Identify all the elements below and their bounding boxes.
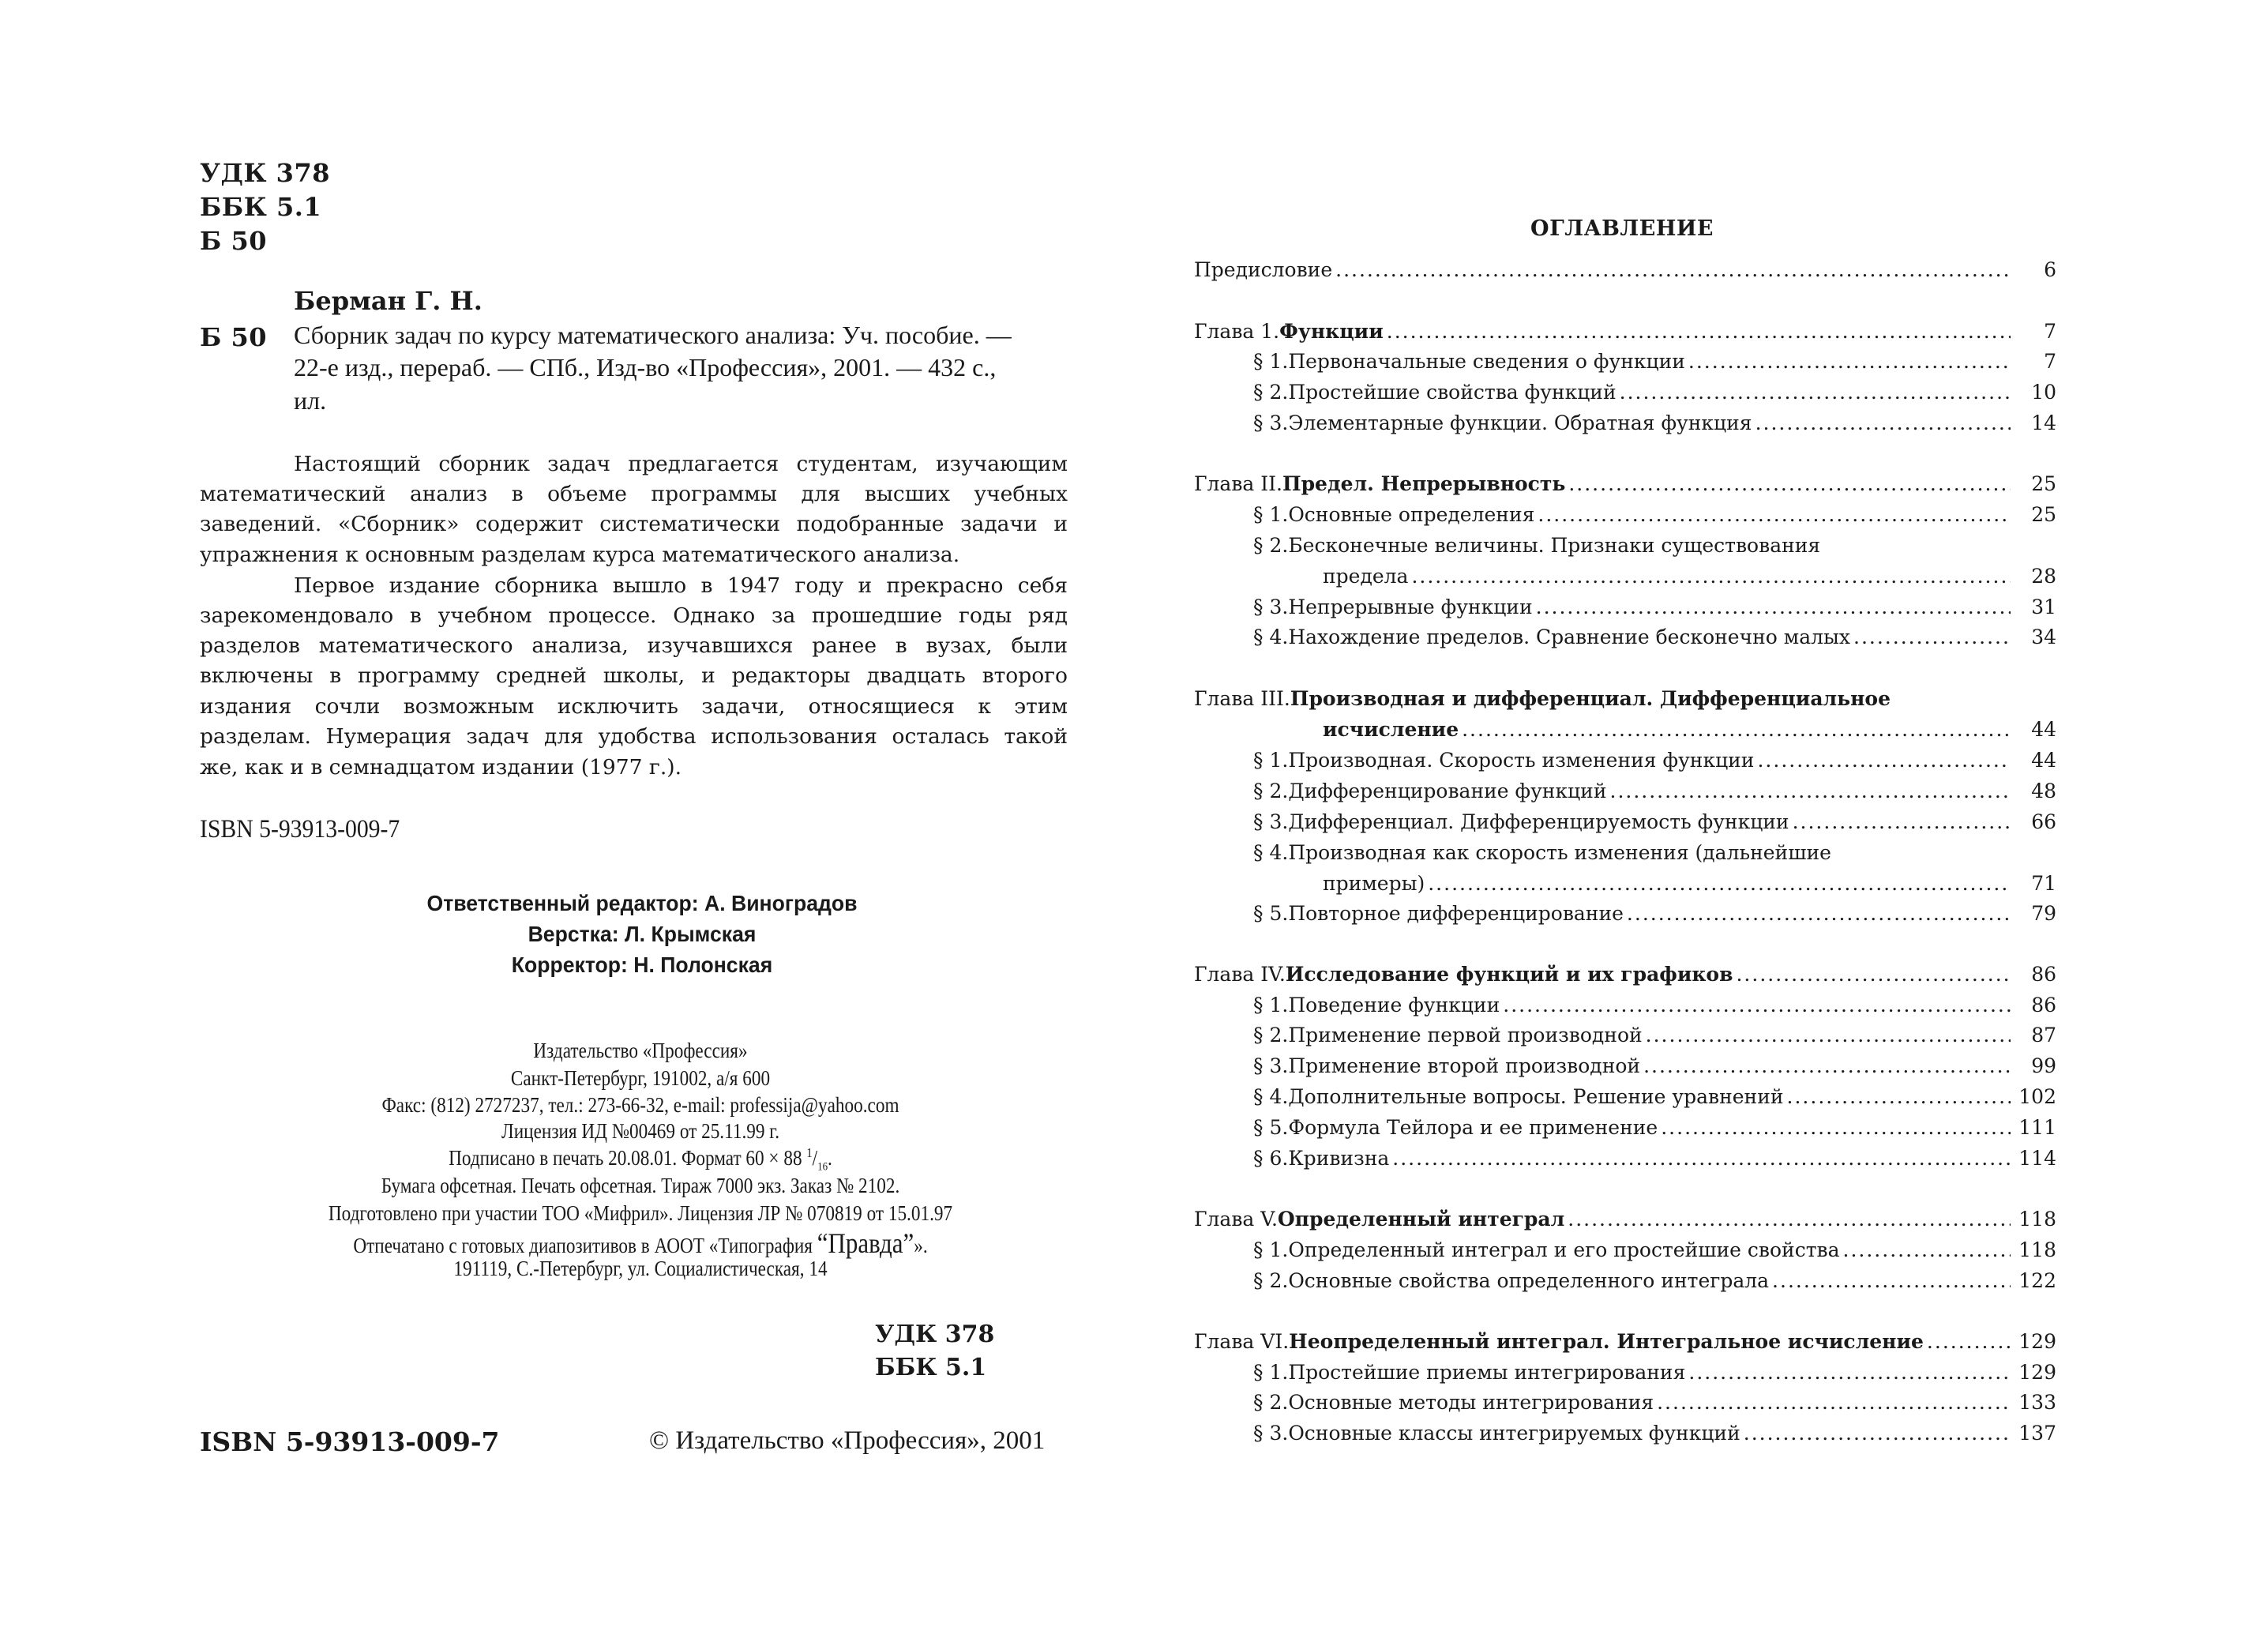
toc-entry-number: Глава VI. [1194, 1330, 1290, 1353]
toc-page-number: 48 [2031, 780, 2056, 802]
toc-preface-entry[interactable] [1194, 258, 2056, 288]
imprint-signed-text: Подписано в печать 20.08.01. Формат 60 × 88 [449, 1146, 807, 1170]
toc-section-entry[interactable] [1253, 381, 2056, 411]
toc-entry-title: Основные свойства определенного интеграла [1288, 1269, 1770, 1292]
dot-leader [1610, 780, 2011, 802]
credit-editor: Ответственный редактор: А. Виноградов [426, 891, 858, 915]
toc-section-entry[interactable] [1253, 1238, 2056, 1268]
toc-section-entry[interactable] [1253, 841, 2056, 871]
imprint-printer-address: 191119, С.-Петербург, ул. Социалистическая, 14 [453, 1257, 828, 1280]
bbk-code-bottom: ББК 5.1 [875, 1354, 987, 1381]
toc-chapter-entry[interactable] [1194, 1330, 2056, 1360]
dot-leader [1736, 963, 2011, 986]
toc-page-number: 25 [2031, 472, 2056, 495]
toc-entry-number: § 2. [1253, 780, 1289, 802]
contents-title: ОГЛАВЛЕНИЕ [1530, 216, 1714, 241]
toc-entry-title: Основные классы интегрируемых функций [1288, 1422, 1740, 1445]
toc-entry-title: Повторное дифференцирование [1288, 902, 1624, 925]
toc-entry-number: § 2. [1253, 381, 1289, 404]
toc-entry-number: § 1. [1253, 503, 1289, 526]
imprint-publisher: Издательство «Профессия» [533, 1039, 748, 1062]
toc-entry-title: Простейшие свойства функций [1288, 381, 1617, 404]
dot-leader [1620, 381, 2011, 404]
toc-page-number: 86 [2031, 994, 2056, 1016]
toc-section-entry[interactable] [1253, 780, 2056, 810]
toc-entry-number: § 3. [1253, 1054, 1289, 1077]
dot-leader [1744, 1422, 2011, 1445]
format-denominator: 16 [817, 1160, 828, 1174]
toc-entry-title: Первоначальные сведения о функции [1288, 350, 1685, 373]
imprint-paper: Бумага офсетная. Печать офсетная. Тираж 7000 экз. Заказ № 2102. [381, 1174, 900, 1197]
biblio-line-2: 22-е изд., перераб. — СПб., Изд-во «Профессия», 2001. — 432 с., [294, 353, 997, 381]
dot-leader [1843, 1238, 2011, 1261]
toc-entry-number: § 3. [1253, 810, 1289, 833]
toc-entry-title: Бесконечные величины. Признаки существования [1288, 534, 1821, 557]
toc-entry-title: примеры) [1323, 872, 1425, 895]
toc-entry-title: Дифференцирование функций [1288, 780, 1607, 802]
toc-entry-title: Предисловие [1194, 258, 1333, 281]
toc-entry-number: Глава II. [1194, 472, 1282, 495]
toc-page-number: 79 [2031, 902, 2056, 925]
toc-entry-number: § 4. [1253, 626, 1289, 648]
contents-page [1134, 0, 2268, 1627]
toc-entry-title: Производная. Скорость изменения функции [1288, 749, 1755, 772]
toc-chapter-entry[interactable] [1194, 320, 2056, 350]
toc-entry-number: § 1. [1253, 749, 1289, 772]
dot-leader [1627, 902, 2011, 925]
toc-section-entry[interactable] [1253, 350, 2056, 380]
toc-page-number: 31 [2031, 596, 2056, 618]
author-name: Берман Г. Н. [294, 286, 483, 316]
dot-leader [1428, 872, 2011, 895]
toc-entry-title: Применение второй производной [1288, 1054, 1641, 1077]
isbn-top: ISBN 5-93913-009-7 [200, 815, 400, 844]
toc-entry-number: Глава V. [1194, 1208, 1278, 1231]
toc-section-entry[interactable] [1253, 1024, 2056, 1054]
biblio-line-1: Сборник задач по курсу математического анализа: Уч. пособие. — [294, 321, 1012, 349]
toc-entry-title: Простейшие приемы интегрирования [1288, 1361, 1686, 1384]
toc-page-number: 44 [2031, 749, 2056, 772]
annotation-line: упражнения к основным разделам курса математического анализа. [200, 543, 960, 567]
toc-entry-title: Дифференциал. Дифференцируемость функции [1288, 810, 1789, 833]
dot-leader [1787, 1085, 2011, 1108]
toc-entry-number: § 4. [1253, 1085, 1289, 1108]
annotation-line: зарекомендовало в учебном процессе. Однако за прошедшие годы ряд [200, 603, 1068, 628]
toc-page-number: 10 [2031, 381, 2056, 404]
toc-entry-title: Производная и дифференциал. Дифференциальное [1290, 687, 1891, 710]
toc-page-number: 86 [2031, 963, 2056, 986]
toc-section-entry[interactable] [1253, 503, 2056, 533]
toc-entry-number: § 6. [1253, 1147, 1289, 1170]
dot-leader [1387, 320, 2011, 343]
toc-entry-title: Поведение функции [1288, 994, 1500, 1016]
toc-entry-title: Применение первой производной [1288, 1024, 1643, 1046]
toc-entry-number: Глава IV. [1194, 963, 1286, 986]
dot-leader [1536, 596, 2011, 618]
toc-page-number: 111 [2018, 1116, 2056, 1139]
toc-entry-continuation[interactable] [1323, 872, 2056, 902]
toc-chapter-entry[interactable] [1194, 687, 2056, 717]
toc-entry-number: § 2. [1253, 534, 1289, 557]
toc-entry-continuation[interactable] [1323, 565, 2056, 595]
toc-entry-number: § 5. [1253, 902, 1289, 925]
toc-page-number: 87 [2031, 1024, 2056, 1046]
bbk-code: ББК 5.1 [200, 192, 322, 222]
toc-entry-continuation[interactable] [1323, 718, 2056, 748]
dot-leader [1335, 258, 2011, 281]
toc-page-number: 118 [2018, 1208, 2056, 1231]
toc-page-number: 137 [2018, 1422, 2056, 1445]
toc-entry-number: § 2. [1253, 1024, 1289, 1046]
toc-section-entry[interactable] [1253, 902, 2056, 932]
dot-leader [1392, 1147, 2011, 1170]
toc-entry-title: Предел. Непрерывность [1282, 472, 1566, 495]
toc-entry-number: § 1. [1253, 1361, 1289, 1384]
toc-section-entry[interactable] [1253, 749, 2056, 779]
toc-section-entry[interactable] [1253, 994, 2056, 1024]
toc-page-number: 71 [2031, 872, 2056, 895]
toc-section-entry[interactable] [1253, 1085, 2056, 1115]
dot-leader [1757, 749, 2011, 772]
toc-page-number: 129 [2018, 1361, 2056, 1384]
udk-code: УДК 378 [200, 158, 330, 188]
toc-entry-number: § 3. [1253, 411, 1289, 434]
annotation-line: издания сочли возможным исключить задачи, относящиеся к этим [200, 694, 1068, 719]
biblio-line-3: ил. [294, 386, 327, 415]
annotation-line: Первое издание сборника вышло в 1947 году и прекрасно себя [294, 573, 1068, 598]
author-mark-side: Б 50 [200, 322, 268, 352]
imprint-license: Лицензия ИД №00469 от 25.11.99 г. [501, 1119, 780, 1143]
dot-leader [1568, 1208, 2011, 1231]
copyright-notice: © Издательство «Профессия», 2001 [649, 1426, 1046, 1455]
toc-page-number: 133 [2018, 1391, 2056, 1414]
udk-code-bottom: УДК 378 [875, 1321, 995, 1348]
annotation-line: разделам. Нумерация задач для удобства использования осталась такой [200, 724, 1068, 749]
toc-entry-title: исчисление [1323, 718, 1459, 741]
toc-page-number: 114 [2018, 1147, 2056, 1170]
toc-chapter-entry[interactable] [1194, 963, 2056, 993]
toc-entry-title: Формула Тейлора и ее применение [1288, 1116, 1658, 1139]
imprint-printed [90, 1227, 1192, 1260]
toc-section-entry[interactable] [1253, 1391, 2056, 1421]
isbn-bottom: ISBN 5-93913-009-7 [200, 1426, 500, 1457]
toc-page-number: 14 [2031, 411, 2056, 434]
toc-entry-number: § 3. [1253, 1422, 1289, 1445]
toc-section-entry[interactable] [1253, 1361, 2056, 1391]
printer-name: “Правда” [817, 1227, 914, 1259]
toc-section-entry[interactable] [1253, 626, 2056, 656]
dot-leader [1688, 350, 2011, 373]
toc-entry-title: Нахождение пределов. Сравнение бесконечно малых [1288, 626, 1851, 648]
annotation-line: включены в программу средней школы, и редакторы двадцать второго [200, 663, 1068, 688]
author-mark-code: Б 50 [200, 226, 268, 256]
toc-page-number: 66 [2031, 810, 2056, 833]
toc-entry-number: § 2. [1253, 1391, 1289, 1414]
toc-section-entry[interactable] [1253, 1147, 2056, 1177]
toc-entry-title: Основные определения [1288, 503, 1535, 526]
toc-page-number: 102 [2018, 1085, 2056, 1108]
credit-proofreader: Корректор: Н. Полонская [511, 953, 773, 977]
toc-page-number: 122 [2018, 1269, 2056, 1292]
toc-page-number: 25 [2031, 503, 2056, 526]
toc-entry-title: Функции [1279, 320, 1384, 343]
toc-section-entry[interactable] [1253, 1116, 2056, 1146]
toc-entry-number: § 2. [1253, 1269, 1289, 1292]
dot-leader [1688, 1361, 2011, 1384]
toc-entry-title: Непрерывные функции [1288, 596, 1533, 618]
toc-section-entry[interactable] [1253, 411, 2056, 442]
dot-leader [1411, 565, 2011, 588]
toc-section-entry[interactable] [1253, 1269, 2056, 1299]
format-numerator: 1 [806, 1145, 813, 1160]
dot-leader [1462, 718, 2011, 741]
toc-entry-number: § 5. [1253, 1116, 1289, 1139]
toc-entry-title: Основные методы интегрирования [1288, 1391, 1654, 1414]
annotation-line: разделов математического анализа, изучавшихся ранее в вузах, были [200, 633, 1068, 658]
toc-page-number: 7 [2044, 320, 2056, 343]
dot-leader [1853, 626, 2011, 648]
dot-leader [1538, 503, 2011, 526]
dot-leader [1646, 1024, 2011, 1046]
dot-leader [1793, 810, 2011, 833]
toc-page-number: 129 [2018, 1330, 2056, 1353]
toc-entry-title: Неопределенный интеграл. Интегральное исчисление [1289, 1330, 1924, 1353]
toc-entry-title: Элементарные функции. Обратная функция [1288, 411, 1752, 434]
toc-entry-number: § 3. [1253, 596, 1289, 618]
toc-section-entry[interactable] [1253, 1422, 2056, 1452]
toc-section-entry[interactable] [1253, 1054, 2056, 1084]
credit-layout: Верстка: Л. Крымская [528, 922, 757, 946]
toc-chapter-entry[interactable] [1194, 1208, 2056, 1238]
toc-entry-title: Кривизна [1288, 1147, 1390, 1170]
toc-entry-title: Определенный интеграл и его простейшие свойства [1288, 1238, 1840, 1261]
toc-entry-number: Глава III. [1194, 687, 1290, 710]
imprint-prepared: Подготовлено при участии ТОО «Мифрил». Лицензия ЛР № 070819 от 15.01.97 [328, 1201, 953, 1225]
toc-entry-number: § 1. [1253, 1238, 1289, 1261]
toc-page-number: 44 [2031, 718, 2056, 741]
annotation-line: заведений. «Сборник» содержит систематически подобранные задачи и [200, 512, 1068, 536]
imprint-printed-suffix: ». [914, 1234, 928, 1257]
toc-section-entry[interactable] [1253, 810, 2056, 840]
toc-entry-title: Исследование функций и их графиков [1285, 963, 1733, 986]
toc-entry-number: Глава 1. [1194, 320, 1280, 343]
toc-section-entry[interactable] [1253, 596, 2056, 626]
toc-entry-number: § 1. [1253, 350, 1289, 373]
dot-leader [1643, 1054, 2011, 1077]
toc-entry-title: предела [1323, 565, 1409, 588]
toc-entry-title: Дополнительные вопросы. Решение уравнений [1288, 1085, 1784, 1108]
dot-leader [1927, 1330, 2011, 1353]
imprint-signed: Подписано в печать 20.08.01. Формат 60 × 88 $^1/_{16}$. [449, 1145, 832, 1174]
dot-leader [1657, 1391, 2011, 1414]
annotation-line: математический анализ в объеме программы для высших учебных [200, 482, 1068, 506]
toc-page-number: 118 [2018, 1238, 2056, 1261]
dot-leader [1568, 472, 2011, 495]
toc-entry-title: Определенный интеграл [1277, 1208, 1565, 1231]
toc-page-number: 34 [2031, 626, 2056, 648]
annotation-line: Настоящий сборник задач предлагается студентам, изучающим [294, 452, 1068, 476]
toc-section-entry[interactable] [1253, 534, 2056, 564]
dot-leader [1503, 994, 2011, 1016]
annotation-line: же, как и в семнадцатом издании (1977 г.). [200, 755, 682, 780]
toc-entry-title: Производная как скорость изменения (дальнейшие [1288, 841, 1831, 864]
toc-page-number: 7 [2044, 350, 2056, 373]
dot-leader [1772, 1269, 2011, 1292]
imprint-address: Санкт-Петербург, 191002, а/я 600 [510, 1066, 771, 1090]
toc-chapter-entry[interactable] [1194, 472, 2056, 502]
toc-page-number: 28 [2031, 565, 2056, 588]
toc-page-number: 6 [2044, 258, 2056, 281]
imprint-printed-text: Отпечатано с готовых диапозитивов в АООТ «Типография [353, 1234, 817, 1257]
dot-leader [1755, 411, 2011, 434]
toc-entry-number: § 1. [1253, 994, 1289, 1016]
toc-page-number: 99 [2031, 1054, 2056, 1077]
toc-entry-number: § 4. [1253, 841, 1289, 864]
dot-leader [1661, 1116, 2011, 1139]
imprint-contacts: Факс: (812) 2727237, тел.: 273-66-32, e-mail: professija@yahoo.com [381, 1093, 899, 1117]
